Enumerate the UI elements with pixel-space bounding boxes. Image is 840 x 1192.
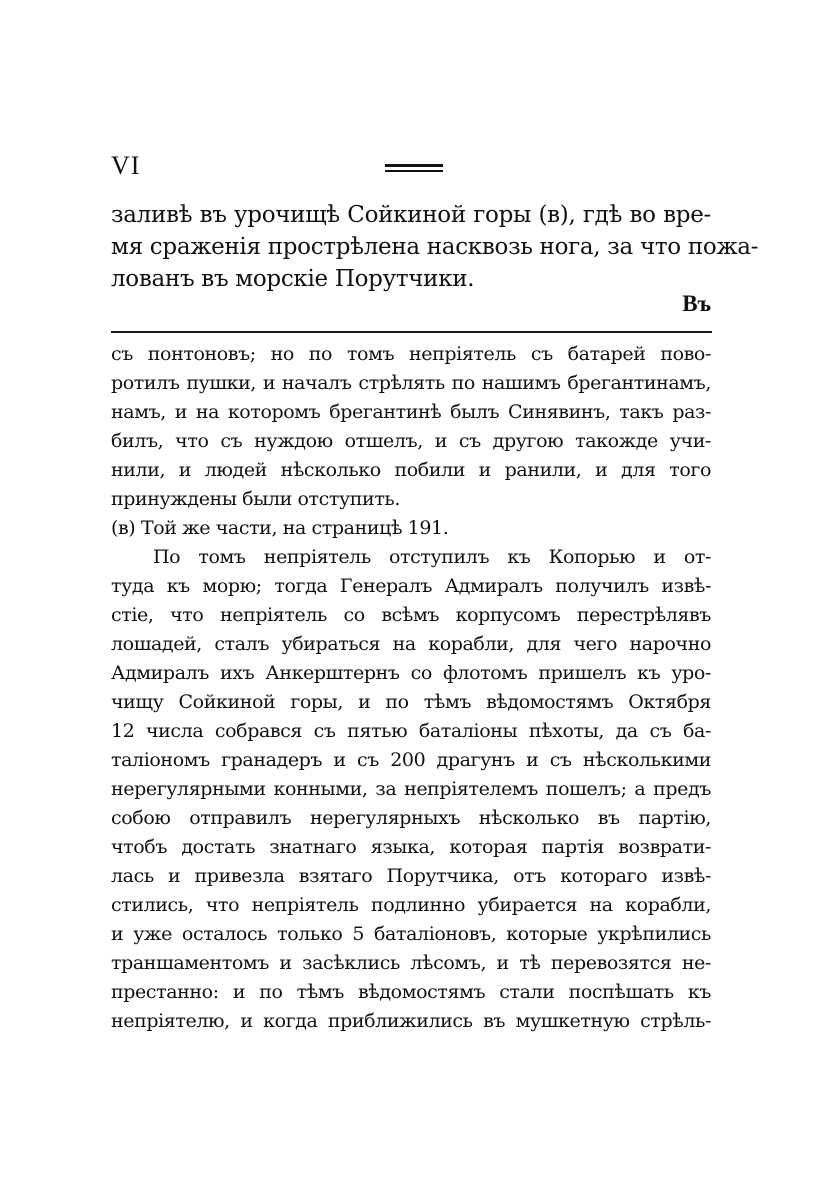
main-text-line: лованъ въ морскіе Порутчики. [111,266,475,292]
footnote-line: нили, и людей нѣсколько побили и ранили, и для того [111,459,711,481]
footnote-line: непріятелю, и когда приближились въ мушкетную стрѣль- [111,1010,711,1032]
ornament-thin-line [385,170,443,172]
footnote-line: принуждены были отступить. [111,488,401,510]
footnote-line: траншаментомъ и засѣклись лѣсомъ, и тѣ перевозятся не- [111,952,711,974]
footnote-line: съ понтоновъ; но по томъ непріятель съ батарей пово- [111,343,711,365]
footnote-line: 12 числа собрався съ пятью баталіоны пѣхоты, да съ ба- [111,720,711,742]
main-text-block [111,199,759,295]
catchword: Въ [682,291,711,316]
footnote-line: туда къ морю; тогда Генералъ Адмиралъ получилъ извѣ- [111,575,711,597]
footnote-line: таліономъ гранадеръ и съ 200 драгунъ и съ нѣсколькими [111,749,711,771]
footnote-line: ротилъ пушки, и началъ стрѣлять по нашимъ брегантинамъ, [111,372,711,394]
footnote-line: собою отправилъ нерегулярныхъ нѣсколько въ партію, [111,807,711,829]
footnote-line: престанно: и по тѣмъ вѣдомостямъ стали поспѣшать къ [111,981,711,1003]
footnote-line: чищу Сойкиной горы, и по тѣмъ вѣдомостямъ Октября [111,691,711,713]
page-number: VI [111,151,141,180]
main-text-line: заливѣ въ урочищѣ Сойкиной горы (в), гдѣ во вре- [111,202,711,228]
footnote-line: стіе, что непріятель со всѣмъ корпусомъ перестрѣлявъ [111,604,711,626]
footnote-line: лась и привезла взятаго Порутчика, отъ котораго извѣ- [111,865,711,887]
page-header [111,150,711,190]
footnote-line: чтобъ достать знатнаго языка, которая партія возврати- [111,836,711,858]
footnote-line: билъ, что съ нуждою отшелъ, и съ другою такожде учи- [111,430,711,452]
footnote-line: По томъ непріятель отступилъ къ Копорью и от- [153,546,711,568]
footnote-line: лошадей, сталъ убираться на корабли, для чего нарочно [111,633,711,655]
footnote-line: и уже осталось только 5 баталіоновъ, которые укрѣпились [111,923,711,945]
footnote-block [111,340,711,1036]
footnote-line: нерегулярными конными, за непріятелемъ пошелъ; а предъ [111,778,711,800]
header-ornament-rule [385,164,443,172]
footnote-line: намъ, и на которомъ брегантинѣ былъ Синявинъ, такъ раз- [111,401,711,423]
footnote-reference-line: (в) Той же части, на страницѣ 191. [111,517,449,539]
footnote-line: стились, что непріятель подлинно убирается на корабли, [111,894,711,916]
footnote-line: Адмиралъ ихъ Анкерштернъ со флотомъ пришелъ къ уро- [111,662,711,684]
footnote-separator-rule [111,331,712,333]
main-text-line: мя сраженія прострѣлена насквозь нога, за что пожа- [111,234,759,260]
ornament-thick-line [385,164,443,167]
